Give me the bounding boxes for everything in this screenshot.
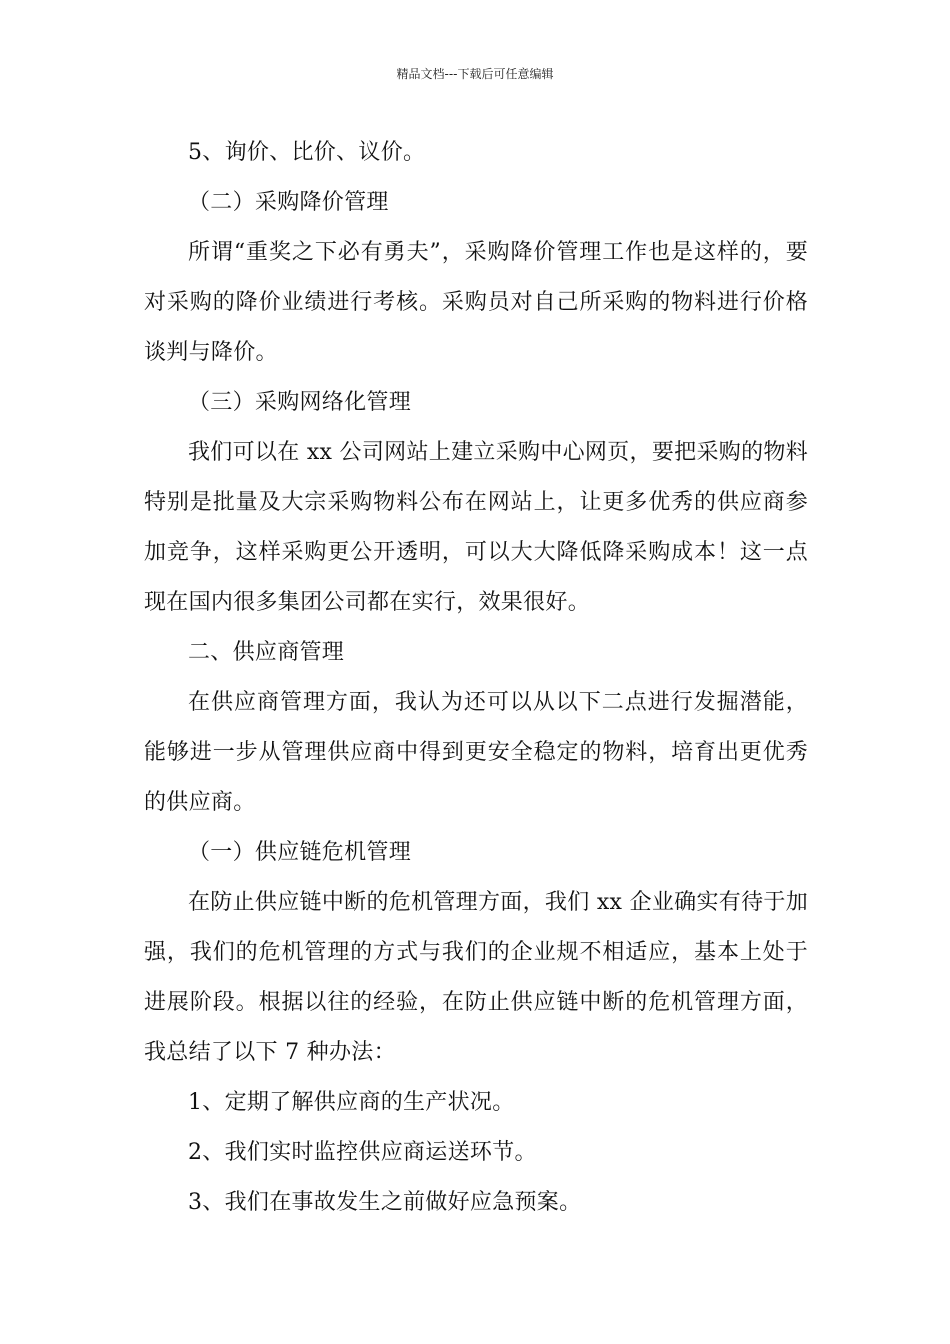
list-item-inquiry: 5、询价、比价、议价。: [188, 140, 426, 165]
paragraph-supply-chain-crisis: 在防止供应链中断的危机管理方面，我们 xx 企业确实有待于加强，我们的危机管理的方式与我们的企业规不相适应，基本上处于进展阶段。根据以往的经验，在防止供应链中断的危机管理方面，我总结了以下 7 种办法：: [144, 890, 808, 1065]
paragraph-supplier-management: 在供应商管理方面，我认为还可以从以下二点进行发掘潜能，能够进一步从管理供应商中得到更安全稳定的物料，培育出更优秀的供应商。: [144, 690, 808, 815]
subheading-price-reduction: （二）采购降价管理: [188, 190, 389, 215]
list-item-3: 3、我们在事故发生之前做好应急预案。: [188, 1190, 582, 1215]
subheading-supply-chain-crisis: （一）供应链危机管理: [188, 840, 412, 865]
paragraph-price-reduction: 所谓“重奖之下必有勇夫”，采购降价管理工作也是这样的，要对采购的降价业绩进行考核。采购员对自己所采购的物料进行价格谈判与降价。: [144, 240, 808, 365]
subheading-networked-procurement: （三）采购网络化管理: [188, 390, 412, 415]
paragraph-networked-procurement: 我们可以在 xx 公司网站上建立采购中心网页，要把采购的物料特别是批量及大宗采购物料公布在网站上，让更多优秀的供应商参加竞争，这样采购更公开透明，可以大大降低降采购成本！这一点现在国内很多集团公司都在实行，效果很好。: [144, 440, 808, 615]
list-item-2: 2、我们实时监控供应商运送环节。: [188, 1140, 537, 1165]
list-item-1: 1、定期了解供应商的生产状况。: [188, 1090, 515, 1115]
document-body: [144, 128, 808, 1228]
section-heading-supplier-management: 二、供应商管理: [188, 640, 345, 665]
page-header: 精品文档---下载后可任意编辑: [396, 67, 554, 81]
